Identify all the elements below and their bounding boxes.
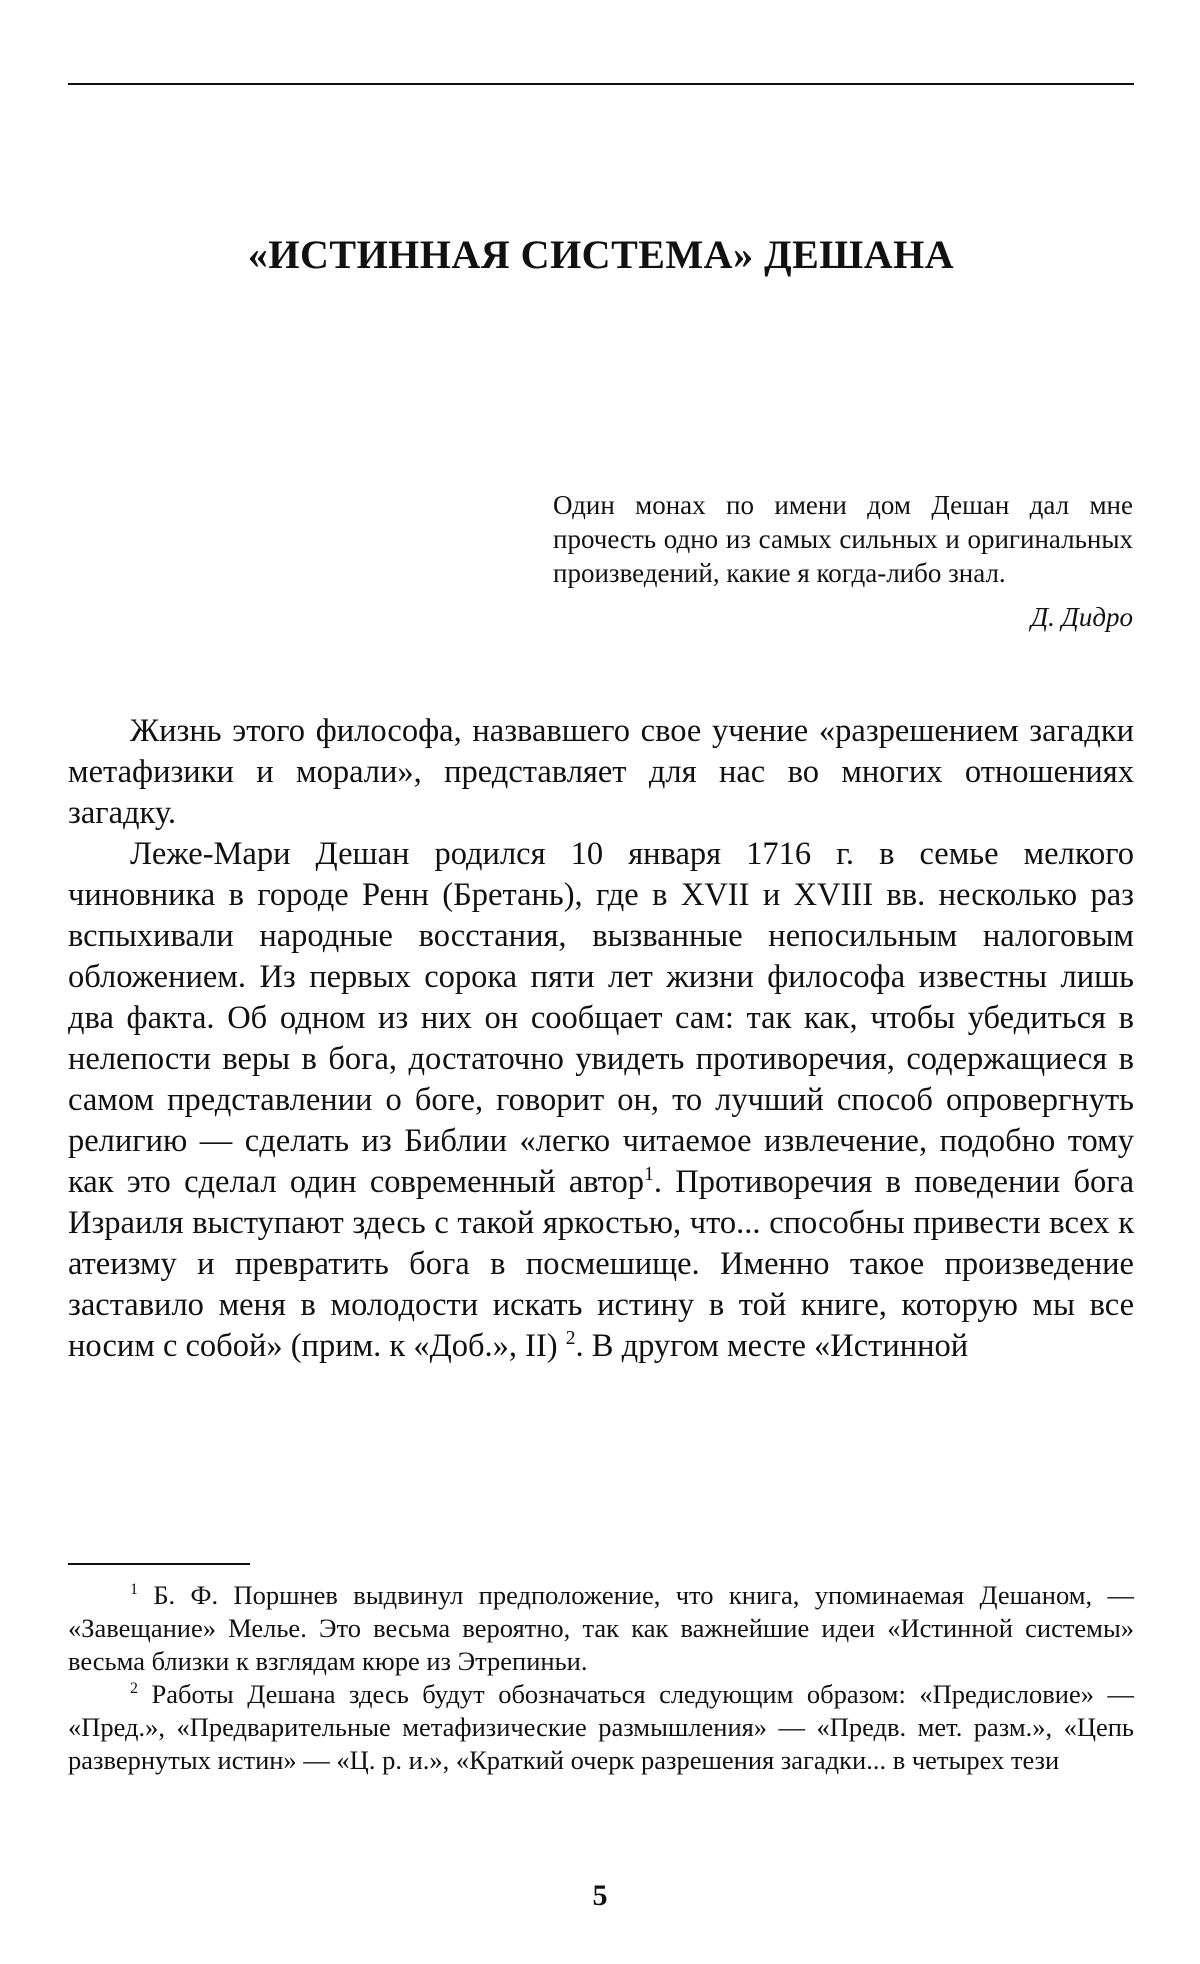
epigraph [553, 488, 1133, 634]
chapter-title: «ИСТИННАЯ СИСТЕМА» ДЕШАНА [247, 232, 955, 277]
footnote-ref-2[interactable]: 2 [565, 1328, 576, 1350]
footnote-text: Работы Дешана здесь будут обозначаться следующим образом: «Предисловие» — «Пред.», «Предварительные метафизические размышления» — «Предв. мет. разм.», «Цепь развернутых истин» — «Ц. р. и.», «Краткий очерк разрешения загадки... в четырех тези [68, 1679, 1134, 1775]
paragraph [68, 834, 1134, 1367]
footnote-number: 1 [130, 1581, 138, 1599]
footnote [68, 1579, 1134, 1678]
epigraph-text: Один монах по имени дом Дешан дал мне прочесть одно из самых сильных и оригинальных произведений, какие я когда-либо знал. [553, 490, 1133, 588]
page-number: 5 [592, 1879, 608, 1912]
footnote [68, 1678, 1134, 1777]
footnote-number: 2 [130, 1680, 138, 1698]
footnote-ref-1[interactable]: 1 [644, 1164, 654, 1186]
paragraph-text: Леже-Мари Дешан родился 10 января 1716 г. в семье мелкого чиновника в городе Ренн (Бретань), где в XVII и XVIII вв. несколько раз вспыхивали народные восстания, вызванные непосильным налоговым обложением. Из первых сорока пяти лет жизни философа известны лишь два факта. Об одном из них он сообщает сам: так как, чтобы убедиться в нелепости веры в бога, достаточно увидеть противоречия, содержащиеся в самом представлении о боге, говорит он, то лучший способ опровергнуть религию — сделать из Библии «легко читаемое извлечение, подобно тому как это сделал один современный автор [68, 836, 1134, 1200]
body-text [68, 711, 1134, 1367]
paragraph-text: . В другом месте «Истинной [575, 1328, 969, 1364]
footnote-divider [68, 1563, 250, 1565]
epigraph-author: Д. Дидро [1030, 602, 1133, 632]
footnotes [68, 1579, 1134, 1777]
top-rule [68, 83, 1134, 85]
paragraph-text: . Противоречия в поведении бога Израиля выступают здесь с такой яркостью, что... способны привести всех к атеизму и превратить бога в посмешище. Именно такое произведение заставило меня в молодости искать истину в той книге, которую мы все носим с собой» (прим. к «Доб.», II) [68, 1164, 1134, 1364]
paragraph: Жизнь этого философа, назвавшего свое учение «разрешением загадки метафизики и морали», представляет для нас во многих отношениях загадку. [68, 713, 1134, 831]
footnote-text: Б. Ф. Поршнев выдвинул предположение, что книга, упоминаемая Дешаном, — «Завещание» Мелье. Это весьма вероятно, так как важнейшие идеи «Истинной системы» весьма близки к взглядам кюре из Этрепиньи. [68, 1580, 1134, 1676]
